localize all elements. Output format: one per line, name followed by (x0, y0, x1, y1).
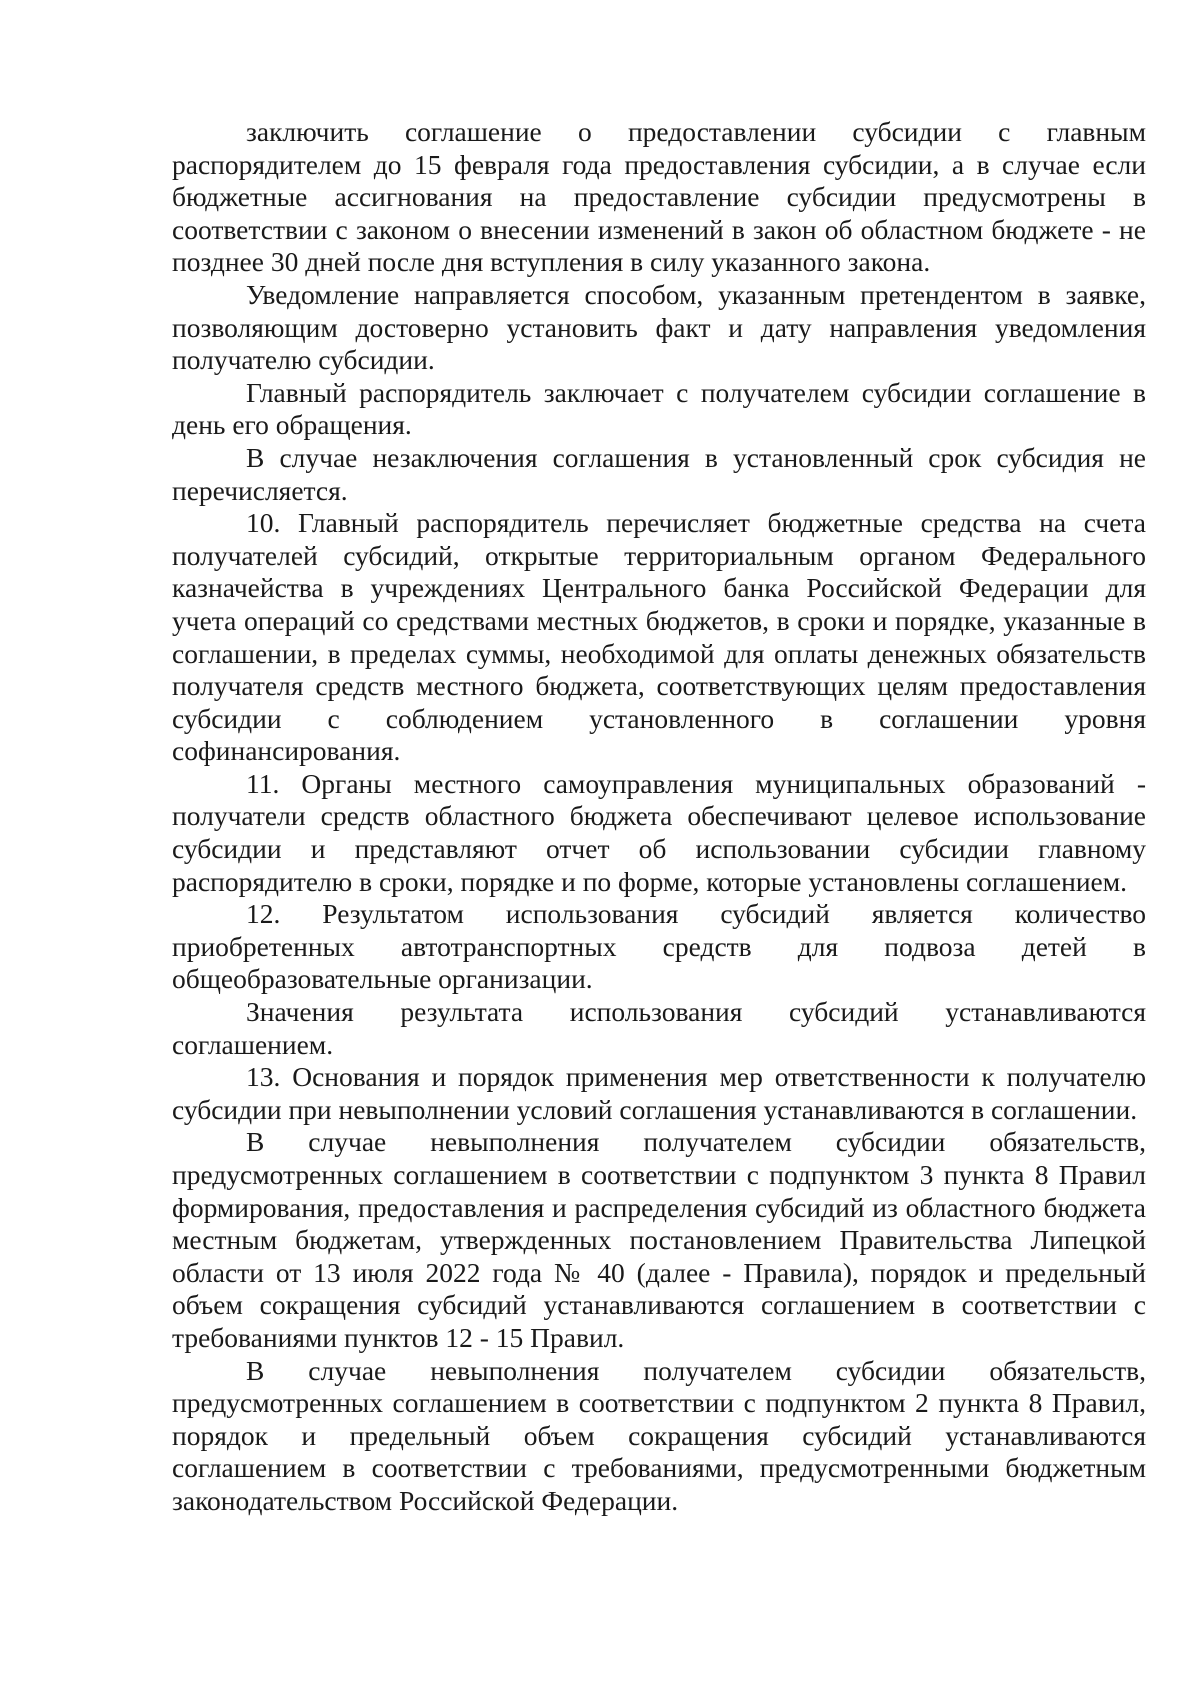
document-body (172, 116, 1146, 1518)
paragraph-result-values: Значения результата использования субсидий устанавливаются соглашением. (172, 996, 1146, 1060)
paragraph-failure-subclause-2: В случае невыполнения получателем субсидии обязательств, предусмотренных соглашением в соответствии с подпунктом 2 пункта 8 Правил, порядок и предельный объем сокращения субсидий устанавливаются соглашением в соответствии с требованиями, предусмотренными бюджетным законодательством Российской Федерации. (172, 1354, 1146, 1516)
paragraph-non-conclusion: В случае незаключения соглашения в установленный срок субсидия не перечисляется. (172, 441, 1146, 506)
paragraph-clause-10: 10. Главный распорядитель перечисляет бюджетные средства на счета получателей субсидий, открытые территориальным органом Федерального казначейства в учреждениях Центрального банка Российской Федерации для учета операций со средствами местных бюджетов, в сроки и порядке, указанные в соглашении, в пределах суммы, необходимой для оплаты денежных обязательств получателя средств местного бюджета, соответствующих целям предоставления субсидии с соблюдением установленного в соглашении уровня софинансирования. (172, 507, 1146, 767)
paragraph-clause-12: 12. Результатом использования субсидий является количество приобретенных автотранспортных средств для подвоза детей в общеобразовательные организации. (172, 898, 1146, 995)
paragraph-agreement-deadline: заключить соглашение о предоставлении субсидии с главным распорядителем до 15 февраля года предоставления субсидии, а в случае если бюджетные ассигнования на предоставление субсидии предусмотрены в соответствии с законом о внесении изменений в закон об областном бюджете - не позднее 30 дней после дня вступления в силу указанного закона. (172, 116, 1146, 278)
paragraph-notification: Уведомление направляется способом, указанным претендентом в заявке, позволяющим достоверно установить факт и дату направления уведомления получателю субсидии. (172, 278, 1146, 376)
paragraph-agreement-conclusion: Главный распорядитель заключает с получателем субсидии соглашение в день его обращения. (172, 376, 1146, 441)
paragraph-clause-13: 13. Основания и порядок применения мер ответственности к получателю субсидии при невыполнении условий соглашения устанавливаются в соглашении. (172, 1061, 1146, 1125)
paragraph-failure-subclause-3: В случае невыполнения получателем субсидии обязательств, предусмотренных соглашением в соответствии с подпунктом 3 пункта 8 Правил формирования, предоставления и распределения субсидий из областного бюджета местным бюджетам, утвержденных постановлением Правительства Липецкой области от 13 июля 2022 года № 40 (далее - Правила), порядок и предельный объем сокращения субсидий устанавливаются соглашением в соответствии с требованиями пунктов 12 - 15 Правил. (172, 1126, 1146, 1353)
paragraph-clause-11: 11. Органы местного самоуправления муниципальных образований - получатели средств областного бюджета обеспечивают целевое использование субсидии и представляют отчет об использовании субсидии главному распорядителю в сроки, порядке и по форме, которые установлены соглашением. (172, 767, 1146, 897)
